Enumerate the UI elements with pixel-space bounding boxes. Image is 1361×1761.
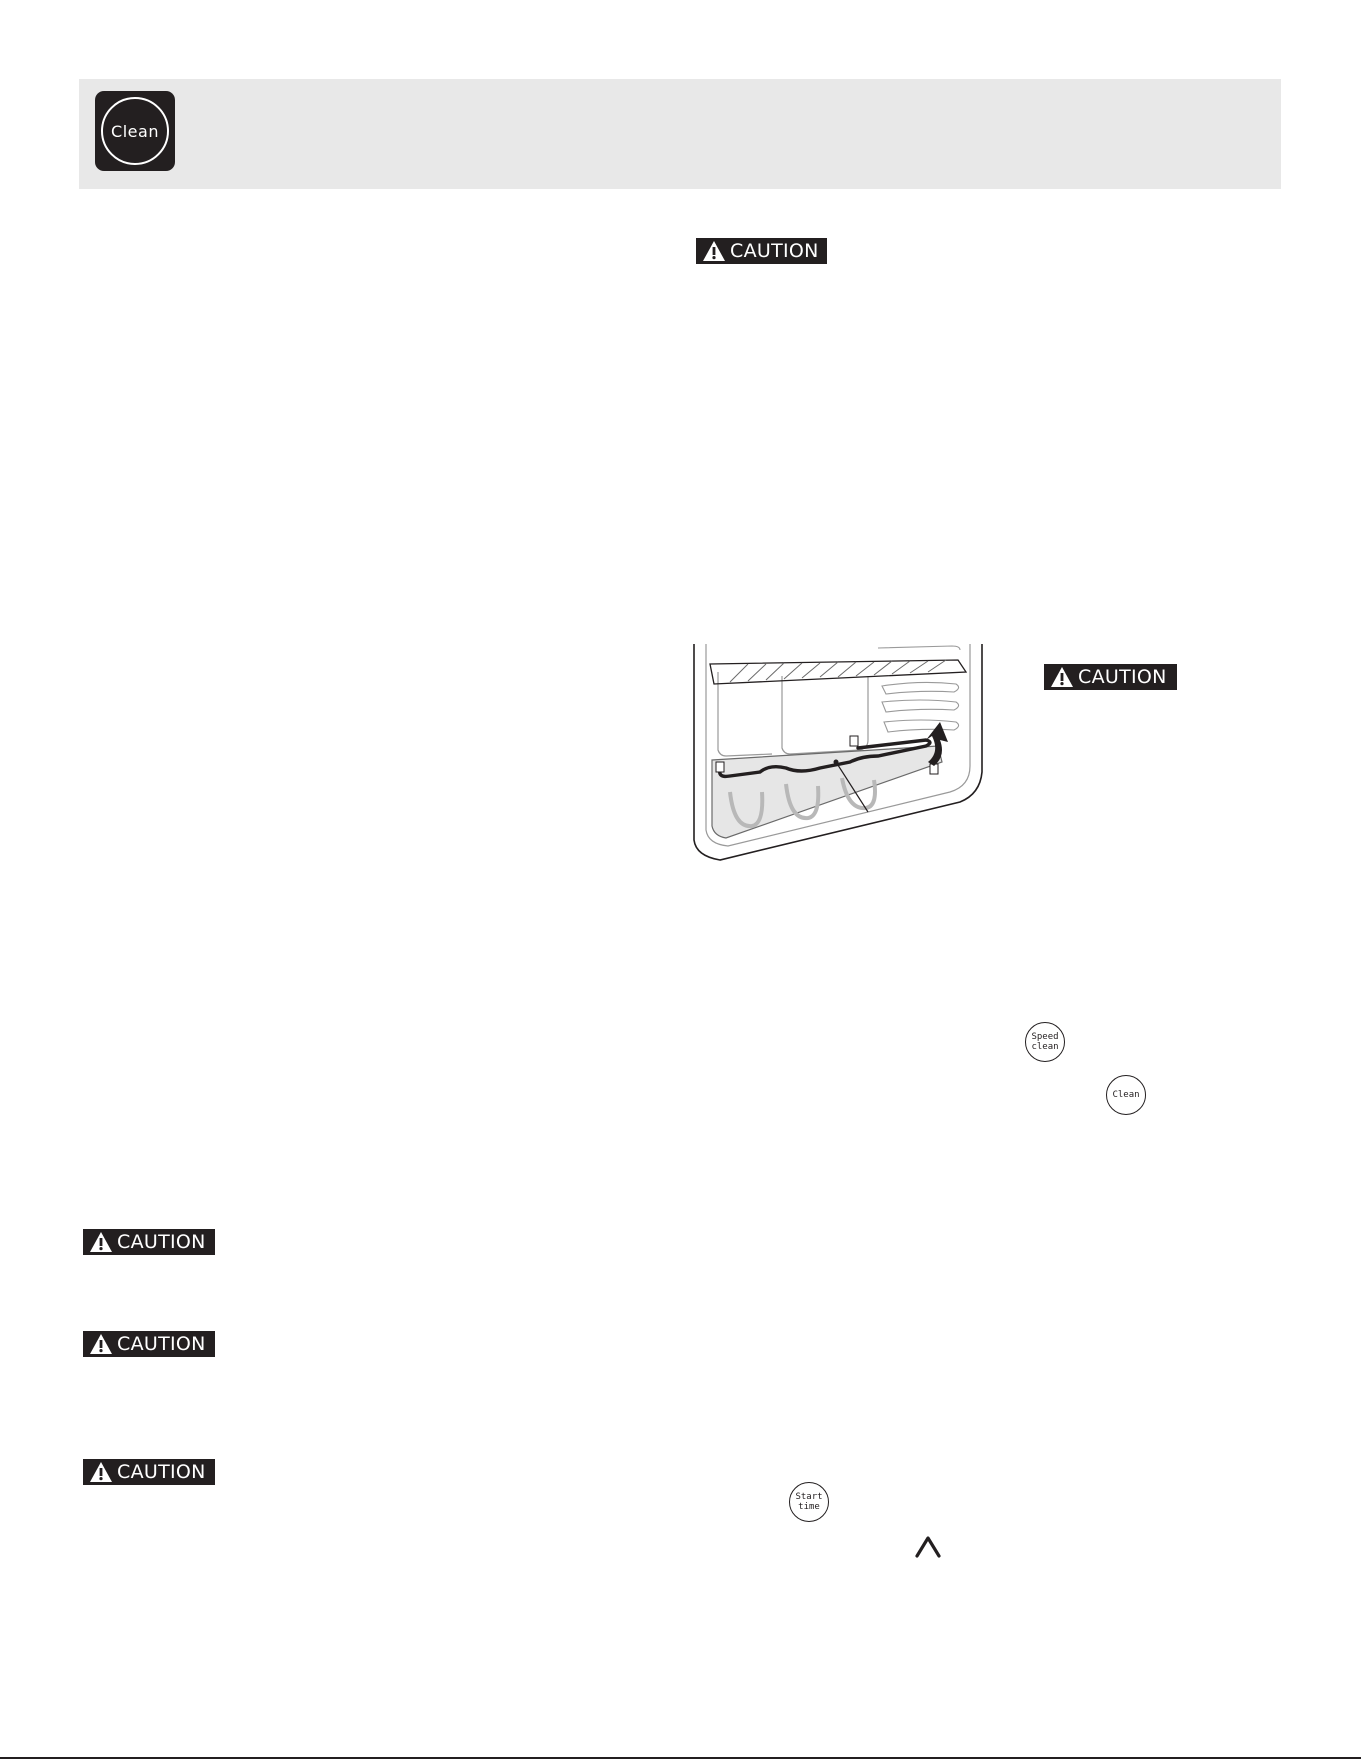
warning-triangle-icon: [89, 1231, 113, 1253]
warning-triangle-icon: [1050, 666, 1074, 688]
clean-ring: [101, 97, 169, 165]
clean-badge-icon: [95, 91, 175, 171]
warning-triangle-icon: [702, 240, 726, 262]
section-header-band: [79, 79, 1281, 189]
caution-label: CAUTION: [1044, 664, 1177, 690]
oven-interior-illustration: [690, 642, 990, 864]
caution-label: CAUTION: [696, 238, 827, 264]
speed-clean-button[interactable]: Speed clean: [1025, 1022, 1065, 1062]
footer-rule: [0, 1757, 1361, 1759]
caution-label: CAUTION: [83, 1331, 215, 1357]
caution-label: CAUTION: [83, 1229, 215, 1255]
clean-badge-label: Clean: [111, 121, 159, 141]
warning-triangle-icon: [89, 1333, 113, 1355]
warning-triangle-icon: [89, 1461, 113, 1483]
up-arrow-icon[interactable]: [914, 1534, 942, 1558]
start-time-button[interactable]: Start time: [789, 1482, 829, 1522]
caution-label: CAUTION: [83, 1459, 215, 1485]
clean-button[interactable]: Clean: [1106, 1075, 1146, 1115]
